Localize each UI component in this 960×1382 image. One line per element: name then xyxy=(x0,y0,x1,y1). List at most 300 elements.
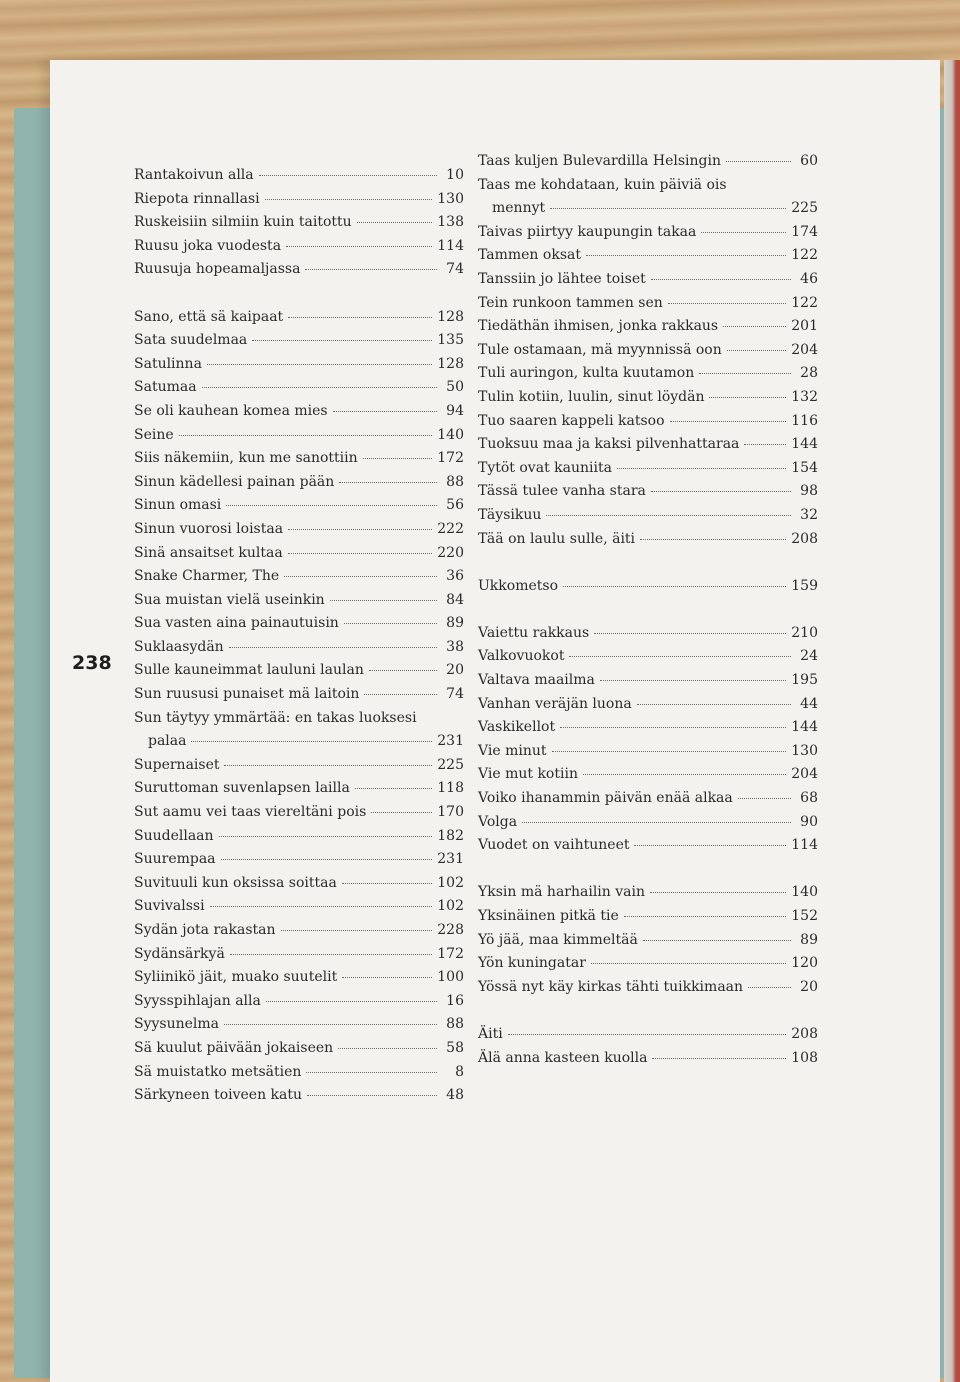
dot-leader xyxy=(224,765,432,766)
index-entry xyxy=(134,707,464,754)
entry-title-continuation: palaa xyxy=(148,733,187,750)
dot-leader xyxy=(224,1024,437,1025)
index-entry xyxy=(478,905,818,929)
dot-leader xyxy=(355,788,432,789)
entry-page-number: 170 xyxy=(437,804,464,821)
entry-page-number: 201 xyxy=(791,318,818,335)
entry-page-number: 204 xyxy=(791,766,818,783)
entry-title: Sano, että sä kaipaat xyxy=(134,308,284,325)
entry-page-number: 152 xyxy=(791,908,818,924)
entry-title: Tässä tulee vanha stara xyxy=(478,483,646,500)
entry-page-number: 140 xyxy=(437,426,464,443)
entry-title: Tulin kotiin, luulin, sinut löydän xyxy=(478,388,705,405)
index-entry xyxy=(478,740,818,764)
dot-leader xyxy=(306,1072,437,1073)
index-entry xyxy=(478,952,818,976)
entry-title: Sulle kauneimmat lauluni laulan xyxy=(134,662,364,679)
index-entry xyxy=(478,1047,818,1071)
entry-page-number: 74 xyxy=(446,686,464,703)
entry-title: Tytöt ovat kauniita xyxy=(478,459,612,476)
entry-title: Tää on laulu sulle, äiti xyxy=(478,530,636,547)
entry-title: Ruskeisiin silmiin kuin taitottu xyxy=(134,214,352,231)
entry-page-number: 44 xyxy=(800,695,818,712)
entry-title: Vaskikellot xyxy=(478,719,556,736)
index-entry xyxy=(134,376,464,400)
dot-leader xyxy=(552,751,787,752)
entry-page-number: 140 xyxy=(791,884,818,901)
entry-title: Tanssiin jo lähtee toiset xyxy=(478,270,646,287)
entry-page-number: 210 xyxy=(791,624,818,641)
index-entry xyxy=(134,306,464,330)
group-spacer xyxy=(478,598,818,622)
dot-leader xyxy=(288,553,433,554)
entry-title-continued-line xyxy=(478,197,818,221)
entry-page-number: 56 xyxy=(446,497,464,514)
dot-leader xyxy=(210,906,433,907)
entry-page-number: 36 xyxy=(446,568,464,585)
dot-leader xyxy=(333,411,437,412)
index-entry xyxy=(134,801,464,825)
dot-leader xyxy=(640,539,786,540)
dot-leader xyxy=(600,680,786,681)
entry-page-number: 208 xyxy=(791,1025,818,1042)
index-entry xyxy=(478,480,818,504)
entry-page-number: 88 xyxy=(446,1016,464,1033)
entry-page-number: 228 xyxy=(437,922,464,938)
entry-page-number: 89 xyxy=(446,615,464,632)
entry-title: Valtava maailma xyxy=(478,672,595,689)
dot-leader xyxy=(284,576,437,577)
entry-title: Tein runkoon tammen sen xyxy=(478,294,663,311)
index-entry xyxy=(478,929,818,953)
index-entry xyxy=(134,542,464,566)
dot-leader xyxy=(723,326,786,327)
dot-leader xyxy=(709,397,786,398)
dot-leader xyxy=(508,1034,787,1035)
entry-page-number: 128 xyxy=(437,308,464,325)
entry-page-number: 20 xyxy=(446,662,464,679)
index-entry xyxy=(134,518,464,542)
dot-leader xyxy=(339,482,437,483)
index-entry xyxy=(134,825,464,849)
entry-page-number: 108 xyxy=(791,1049,818,1066)
index-entry xyxy=(478,386,818,410)
index-column-right xyxy=(478,150,818,1070)
index-entry xyxy=(134,919,464,943)
index-entry xyxy=(478,622,818,646)
index-entry xyxy=(134,471,464,495)
entry-title: Tuoksuu maa ja kaksi pilvenhattaraa xyxy=(478,436,740,453)
index-entry xyxy=(478,834,818,858)
entry-page-number: 98 xyxy=(800,483,818,500)
dot-leader xyxy=(748,987,791,988)
index-entry xyxy=(134,612,464,636)
index-entry xyxy=(478,504,818,528)
index-entry xyxy=(134,353,464,377)
entry-title: Sinun omasi xyxy=(134,497,222,514)
entry-title: Sun täytyy ymmärtää: en takas luoksesi xyxy=(134,709,417,726)
dot-leader xyxy=(583,774,786,775)
entry-title: Yössä nyt käy kirkas tähti tuikkimaan xyxy=(478,978,744,995)
index-entry xyxy=(478,669,818,693)
entry-title: Satumaa xyxy=(134,379,197,396)
dot-leader xyxy=(288,529,432,530)
entry-page-number: 60 xyxy=(800,153,818,169)
entry-page-number: 102 xyxy=(437,874,464,891)
entry-page-number: 120 xyxy=(791,955,818,972)
index-entry xyxy=(478,362,818,386)
index-entry xyxy=(478,716,818,740)
entry-title: Riepota rinnallasi xyxy=(134,190,260,207)
index-entry xyxy=(478,693,818,717)
entry-title: Älä anna kasteen kuolla xyxy=(478,1049,648,1066)
entry-title: Sydänsärkyä xyxy=(134,945,225,962)
entry-title: Tiedäthän ihmisen, jonka rakkaus xyxy=(478,318,719,335)
entry-title: Suruttoman suvenlapsen lailla xyxy=(134,780,350,797)
entry-page-number: 130 xyxy=(437,190,464,207)
index-entry xyxy=(134,424,464,448)
dot-leader xyxy=(344,623,437,624)
index-column-left xyxy=(134,164,464,1108)
dot-leader xyxy=(286,246,432,247)
entry-page-number: 114 xyxy=(791,837,818,854)
index-entry xyxy=(134,636,464,660)
entry-page-number: 182 xyxy=(437,827,464,844)
dot-leader xyxy=(550,208,786,209)
entry-page-number: 122 xyxy=(791,247,818,264)
dot-leader xyxy=(701,232,786,233)
entry-page-number: 231 xyxy=(437,851,464,868)
entry-title: Se oli kauhean komea mies xyxy=(134,402,328,419)
entry-page-number: 68 xyxy=(800,790,818,807)
index-entry xyxy=(478,787,818,811)
index-entry xyxy=(478,339,818,363)
index-entry xyxy=(478,268,818,292)
dot-leader xyxy=(330,600,437,601)
index-entry xyxy=(478,433,818,457)
dot-leader xyxy=(591,963,786,964)
dot-leader xyxy=(342,977,432,978)
entry-title: Suudellaan xyxy=(134,827,214,844)
index-entry xyxy=(134,966,464,990)
dot-leader xyxy=(288,317,432,318)
entry-title: Sinun vuorosi loistaa xyxy=(134,520,284,537)
index-entry xyxy=(478,457,818,481)
dot-leader xyxy=(569,656,791,657)
entry-title-continued-line xyxy=(134,730,464,754)
entry-title: Sata suudelmaa xyxy=(134,332,248,349)
index-entry xyxy=(134,235,464,259)
entry-page-number: 122 xyxy=(791,294,818,311)
group-spacer xyxy=(478,551,818,575)
entry-title: Vie minut xyxy=(478,742,547,759)
index-entry xyxy=(134,1061,464,1085)
entry-page-number: 135 xyxy=(437,332,464,349)
index-entry xyxy=(478,315,818,339)
entry-page-number: 102 xyxy=(437,898,464,915)
index-entry xyxy=(134,895,464,919)
entry-page-number: 10 xyxy=(446,167,464,183)
dot-leader xyxy=(265,199,433,200)
entry-page-number: 144 xyxy=(791,436,818,453)
dot-leader xyxy=(342,883,432,884)
entry-title: Satulinna xyxy=(134,355,202,372)
entry-page-number: 48 xyxy=(446,1087,464,1104)
entry-title: Yön kuningatar xyxy=(478,955,586,972)
dot-leader xyxy=(727,350,787,351)
entry-title: Sä muistatko metsätien xyxy=(134,1063,302,1080)
entry-page-number: 46 xyxy=(800,270,818,287)
entry-title-continuation: mennyt xyxy=(492,200,546,217)
entry-page-number: 128 xyxy=(437,355,464,372)
index-entry xyxy=(478,244,818,268)
entry-title: Valkovuokot xyxy=(478,648,565,665)
dot-leader xyxy=(230,954,432,955)
entry-page-number: 24 xyxy=(800,648,818,665)
entry-title: Tammen oksat xyxy=(478,247,581,264)
entry-title: Vie mut kotiin xyxy=(478,766,578,783)
entry-title: Vaiettu rakkaus xyxy=(478,624,590,641)
entry-title: Ukkometso xyxy=(478,577,558,594)
entry-page-number: 222 xyxy=(437,520,464,537)
index-entry xyxy=(134,659,464,683)
entry-title: Suurempaa xyxy=(134,851,216,868)
entry-page-number: 8 xyxy=(455,1063,464,1080)
entry-title: Tuli auringon, kulta kuutamon xyxy=(478,365,695,382)
dot-leader xyxy=(563,586,786,587)
entry-title: Yksin mä harhailin vain xyxy=(478,884,645,901)
entry-title: Seine xyxy=(134,426,174,443)
index-entry xyxy=(134,848,464,872)
index-entry xyxy=(478,763,818,787)
index-entry xyxy=(134,447,464,471)
entry-title: Sä kuulut päivään jokaiseen xyxy=(134,1039,334,1056)
index-entry xyxy=(478,1023,818,1047)
entry-title: Supernaiset xyxy=(134,756,220,773)
group-spacer xyxy=(134,282,464,306)
entry-page-number: 225 xyxy=(437,756,464,773)
entry-page-number: 231 xyxy=(437,733,464,750)
entry-title: Sun ruususi punaiset mä laitoin xyxy=(134,686,360,703)
index-entry xyxy=(478,976,818,1000)
index-entry xyxy=(134,400,464,424)
entry-page-number: 32 xyxy=(800,506,818,523)
index-entry xyxy=(134,211,464,235)
index-entry xyxy=(134,164,464,188)
dot-leader xyxy=(643,940,791,941)
dot-leader xyxy=(738,798,791,799)
index-entry xyxy=(478,221,818,245)
entry-page-number: 195 xyxy=(791,672,818,689)
entry-title: Sydän jota rakastan xyxy=(134,922,276,938)
entry-page-number: 225 xyxy=(791,200,818,217)
entry-page-number: 28 xyxy=(800,365,818,382)
dot-leader xyxy=(369,670,437,671)
entry-title: Volga xyxy=(478,813,518,830)
group-spacer xyxy=(478,999,818,1023)
index-entry xyxy=(134,1037,464,1061)
dot-leader xyxy=(617,468,786,469)
entry-title: Tule ostamaan, mä myynnissä oon xyxy=(478,341,722,358)
entry-title: Sut aamu vei taas viereltäni pois xyxy=(134,804,367,821)
dot-leader xyxy=(202,387,437,388)
entry-page-number: 84 xyxy=(446,591,464,608)
index-entry xyxy=(134,683,464,707)
entry-page-number: 130 xyxy=(791,742,818,759)
dot-leader xyxy=(586,255,786,256)
entry-page-number: 89 xyxy=(800,931,818,948)
dot-leader xyxy=(744,444,786,445)
entry-page-number: 132 xyxy=(791,388,818,405)
index-entry xyxy=(478,292,818,316)
dot-leader xyxy=(560,727,786,728)
index-entry xyxy=(134,258,464,282)
entry-title: Syysunelma xyxy=(134,1016,220,1033)
index-entry xyxy=(134,754,464,778)
dot-leader xyxy=(191,741,432,742)
page-number: 238 xyxy=(72,652,112,674)
index-entry xyxy=(134,494,464,518)
dot-leader xyxy=(668,303,786,304)
entry-page-number: 74 xyxy=(446,261,464,278)
dot-leader xyxy=(650,892,786,893)
dot-leader xyxy=(364,694,437,695)
dot-leader xyxy=(546,515,791,516)
entry-title: Yö jää, maa kimmeltää xyxy=(478,931,638,948)
dot-leader xyxy=(522,822,791,823)
index-entry xyxy=(478,528,818,552)
dot-leader xyxy=(594,633,786,634)
index-entry xyxy=(134,777,464,801)
dot-leader xyxy=(651,279,791,280)
entry-page-number: 172 xyxy=(437,945,464,962)
group-spacer xyxy=(478,858,818,882)
entry-title: Vuodet on vaihtuneet xyxy=(478,837,630,854)
entry-title: Voiko ihanammin päivän enää alkaa xyxy=(478,790,733,807)
dot-leader xyxy=(699,373,791,374)
dot-leader xyxy=(624,916,787,917)
index-entry xyxy=(478,575,818,599)
entry-title: Suvivalssi xyxy=(134,898,205,915)
entry-title: Suklaasydän xyxy=(134,638,224,655)
dot-leader xyxy=(652,1058,786,1059)
dot-leader xyxy=(305,269,437,270)
entry-title: Taivas piirtyy kaupungin takaa xyxy=(478,223,697,240)
entry-title: Suvituuli kun oksissa soittaa xyxy=(134,874,337,891)
entry-title: Vanhan veräjän luona xyxy=(478,695,632,712)
entry-page-number: 220 xyxy=(437,544,464,561)
entry-title: Ruusu joka vuodesta xyxy=(134,237,282,254)
entry-page-number: 38 xyxy=(446,638,464,655)
index-entry xyxy=(478,150,818,174)
entry-title: Täysikuu xyxy=(478,506,542,523)
index-entry xyxy=(478,645,818,669)
entry-title: Siis näkemiin, kun me sanottiin xyxy=(134,450,358,467)
entry-title: Syliinikö jäit, muako suutelit xyxy=(134,969,338,986)
entry-page-number: 114 xyxy=(437,237,464,254)
dot-leader xyxy=(363,458,433,459)
entry-page-number: 16 xyxy=(446,992,464,1009)
index-entry xyxy=(134,990,464,1014)
dot-leader xyxy=(179,435,433,436)
index-entry xyxy=(134,872,464,896)
dot-leader xyxy=(670,421,787,422)
entry-page-number: 172 xyxy=(437,450,464,467)
entry-page-number: 154 xyxy=(791,459,818,476)
entry-title: Taas kuljen Bulevardilla Helsingin xyxy=(478,153,721,169)
entry-page-number: 174 xyxy=(791,223,818,240)
entry-title: Snake Charmer, The xyxy=(134,568,280,585)
index-entry xyxy=(134,565,464,589)
entry-page-number: 50 xyxy=(446,379,464,396)
index-entry xyxy=(478,410,818,434)
index-entry xyxy=(134,329,464,353)
index-entry xyxy=(134,589,464,613)
dot-leader xyxy=(281,930,433,931)
entry-page-number: 159 xyxy=(791,577,818,594)
dot-leader xyxy=(229,647,437,648)
dot-leader xyxy=(259,175,437,176)
entry-page-number: 58 xyxy=(446,1039,464,1056)
index-entry xyxy=(134,1013,464,1037)
entry-page-number: 208 xyxy=(791,530,818,547)
dot-leader xyxy=(266,1001,437,1002)
entry-title: Yksinäinen pitkä tie xyxy=(478,908,619,924)
book-spine-edge xyxy=(944,60,960,1382)
dot-leader xyxy=(651,491,791,492)
entry-page-number: 138 xyxy=(437,214,464,231)
dot-leader xyxy=(637,704,791,705)
dot-leader xyxy=(338,1048,437,1049)
dot-leader xyxy=(207,364,432,365)
dot-leader xyxy=(307,1095,437,1096)
dot-leader xyxy=(252,340,432,341)
entry-page-number: 144 xyxy=(791,719,818,736)
entry-page-number: 204 xyxy=(791,341,818,358)
entry-title: Sua muistan vielä useinkin xyxy=(134,591,325,608)
index-entry xyxy=(134,943,464,967)
entry-title: Sinä ansaitset kultaa xyxy=(134,544,283,561)
dot-leader xyxy=(221,859,433,860)
entry-title: Rantakoivun alla xyxy=(134,167,254,183)
entry-page-number: 94 xyxy=(446,402,464,419)
dot-leader xyxy=(357,222,433,223)
entry-title: Syysspihlajan alla xyxy=(134,992,261,1009)
entry-page-number: 118 xyxy=(437,780,464,797)
entry-title: Sua vasten aina painautuisin xyxy=(134,615,339,632)
entry-page-number: 90 xyxy=(800,813,818,830)
index-entry xyxy=(134,1084,464,1108)
entry-title: Särkyneen toiveen katu xyxy=(134,1087,303,1104)
dot-leader xyxy=(226,505,437,506)
dot-leader xyxy=(726,161,791,162)
index-entry xyxy=(134,188,464,212)
dot-leader xyxy=(219,836,433,837)
dot-leader xyxy=(371,812,432,813)
entry-page-number: 100 xyxy=(437,969,464,986)
dot-leader xyxy=(634,845,786,846)
entry-title: Ruusuja hopeamaljassa xyxy=(134,261,301,278)
entry-title: Sinun kädellesi painan pään xyxy=(134,473,335,490)
entry-title: Tuo saaren kappeli katsoo xyxy=(478,412,665,429)
index-entry xyxy=(478,174,818,221)
index-entry xyxy=(478,881,818,905)
entry-title: Äiti xyxy=(478,1025,503,1042)
entry-page-number: 116 xyxy=(791,412,818,429)
entry-page-number: 88 xyxy=(446,473,464,490)
index-entry xyxy=(478,811,818,835)
entry-page-number: 20 xyxy=(800,978,818,995)
